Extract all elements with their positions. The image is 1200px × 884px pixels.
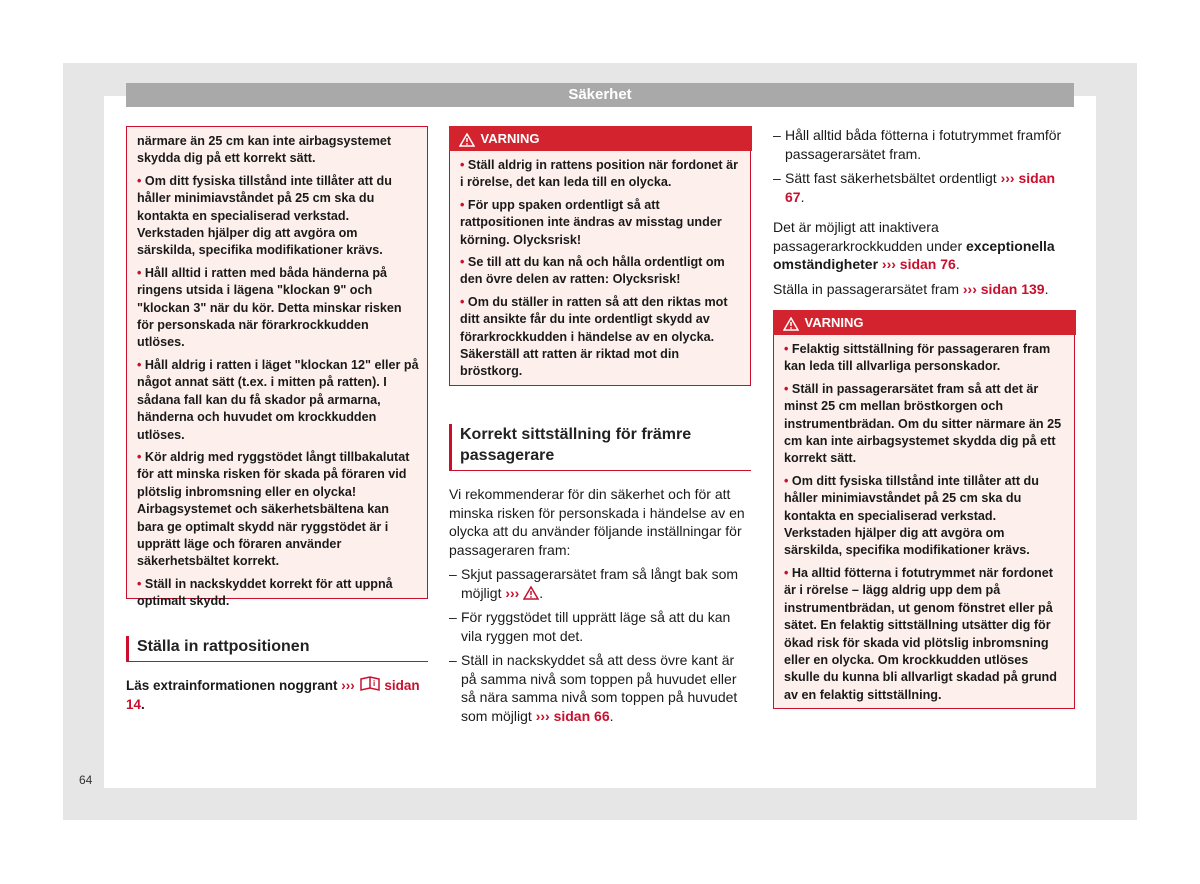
bullet-icon: • <box>784 381 789 396</box>
bullet-icon: • <box>137 576 142 591</box>
bullet-icon: • <box>460 255 465 270</box>
warning-header: VARNING <box>773 310 1076 335</box>
arrow-icon: ››› <box>1000 170 1015 186</box>
warning-item: • Ställ in passagerarsätet fram så att det är minst 25 cm mellan bröstkorgen och instrumentbrädan. Om du sitter närmare än 25 cm kan inte airbagsystemet skydda dig på ett korrekt sätt. <box>784 381 1062 466</box>
bullet-icon: • <box>137 449 142 464</box>
arrow-icon: ››› <box>535 707 550 724</box>
warning-box <box>449 126 751 386</box>
bullet-icon: • <box>784 342 789 356</box>
column-2 <box>449 126 751 731</box>
body-paragraph: Det är möjligt att inaktivera passagerarkrockkudden under exceptionella omständigheter ››› sidan 76. <box>773 219 1055 272</box>
warning-triangle-icon <box>783 317 799 331</box>
svg-text:i: i <box>372 679 375 688</box>
intro-paragraph: Vi rekommenderar för din säkerhet och för att minska risken för personskada i händelse av en olycka att du använder följande inställningar för passageraren fram: <box>449 486 745 558</box>
warning-paragraph: • Ställ in nackskyddet korrekt för att uppnå optimalt skydd. <box>137 576 393 609</box>
bullet-icon: • <box>460 197 465 212</box>
page-link[interactable]: sidan 67 <box>785 170 1056 205</box>
bullet-icon: • <box>460 158 465 172</box>
warning-item: • Om du ställer in ratten så att den riktas mot ditt ansikte får du inte ordentligt skydd av förarkrockkudden i händelse av en olycka. Säkerställ att ratten är riktad mot din bröstkorg. <box>460 294 728 379</box>
dash-item: – För ryggstödet till upprätt läge så att du kan vila ryggen mot det. <box>449 608 751 645</box>
warning-item: • Felaktig sittställning för passageraren fram kan leda till allvarliga personskador. <box>784 342 1051 374</box>
warning-item: • Se till att du kan nå och hålla ordentligt om den övre delen av ratten: Olycksrisk! <box>460 255 725 287</box>
page-link[interactable]: sidan 139 <box>980 280 1045 297</box>
warning-item: • Om ditt fysiska tillstånd inte tillåter att du håller minimiavståndet på 25 cm ska du kontakta en specialiserad verkstad. Verkstaden hjälper dig att avgöra om särskilda, specifika modifikationer krävs. <box>784 473 1039 558</box>
warning-paragraph: närmare än 25 cm kan inte airbagsystemet skydda dig på ett korrekt sätt. <box>137 134 392 166</box>
bullet-icon: • <box>137 265 142 280</box>
continued-warning-box <box>126 126 428 609</box>
dash-item: – Ställ in nackskyddet så att dess övre kant är på samma nivå som toppen på huvudet eller så nära samma nivå som toppen på huvudet som möjligt ››› sidan 66. <box>449 651 751 725</box>
page-link[interactable]: sidan 66 <box>553 707 610 724</box>
warning-paragraph: • Håll aldrig i ratten i läget "klockan 12" eller på något annat sätt (t.ex. i mitten på ratten). I sådana fall kan du få skador på armarna, händerna och huvudet om krockkudden utlöses. <box>137 357 419 442</box>
warning-triangle-icon <box>459 133 475 147</box>
section-title-bar: Säkerhet <box>126 83 1074 107</box>
bullet-icon: • <box>784 473 789 488</box>
warning-paragraph: • Kör aldrig med ryggstödet långt tillbakalutat för att minska risken för skada på föraren vid plötslig inbromsning eller en olycka! Airbagsystemet och säkerhetsbältena kan bara ge optimalt skydd när ryggstödet är i upprätt läge och föraren använder säkerhetsbältet korrekt. <box>137 449 410 569</box>
warning-paragraph: • Håll alltid i ratten med båda händerna på ringens utsida i lägena "klockan 9" och "klockan 3" när du kör. Detta minskar risken för personskada när förarkrockkudden utlöses. <box>137 265 402 350</box>
bullet-icon: • <box>137 357 142 372</box>
info-line: Läs extrainformationen noggrant ››› i sidan 14. <box>126 678 420 712</box>
bullet-icon: • <box>460 294 465 309</box>
warning-item: • Ställ aldrig in rattens position när fordonet är i rörelse, det kan leda till en olycka. <box>460 158 739 190</box>
warning-item: • Ha alltid fötterna i fotutrymmet när fordonet är i rörelse – lägg aldrig upp dem på instrumentbrädan, ut genom fönstret eller på sätet. En felaktig sittställning utsätter dig för ökad risk för skada vid plötslig inbromsning eller en olycka. Om krockkudden utlöses skulle du kunna bli allvarligt skadad på grund av en felaktig sittställning. <box>784 565 1057 702</box>
arrow-icon: ››› <box>505 584 520 601</box>
bullet-icon: • <box>784 565 789 580</box>
section-heading: Ställa in rattpositionen <box>126 636 428 662</box>
warning-header: VARNING <box>449 126 752 151</box>
arrow-icon: ››› <box>341 678 355 693</box>
dash-item: – Skjut passagerarsätet fram så långt bak som möjligt ››› . <box>449 565 751 602</box>
body-paragraph: Ställa in passagerarsätet fram ››› sidan 139. <box>773 280 1049 297</box>
column-1 <box>126 126 428 714</box>
bullet-icon: • <box>137 173 142 188</box>
page-link[interactable]: sidan 76 <box>899 256 956 272</box>
warning-triangle-icon <box>523 586 539 600</box>
arrow-icon: ››› <box>962 280 977 297</box>
dash-item: – Håll alltid båda fötterna i fotutrymmet framför passagerarsätet fram. <box>773 126 1075 163</box>
dash-item: – Sätt fast säkerhetsbältet ordentligt ››› sidan 67. <box>773 169 1075 206</box>
warning-item: • För upp spaken ordentligt så att rattpositionen inte ändras av misstag under körning. Olycksrisk! <box>460 197 722 247</box>
info-book-icon <box>359 676 381 692</box>
arrow-icon: ››› <box>881 256 896 272</box>
warning-body <box>450 151 750 387</box>
warning-paragraph: • Om ditt fysiska tillstånd inte tillåter att du håller minimiavståndet på 25 cm ska du kontakta en specialiserad verkstad. Verkstaden hjälper dig att avgöra om särskilda, specifika modifikationer krävs. <box>137 173 392 258</box>
column-3 <box>773 126 1075 709</box>
section-heading: Korrekt sittställning för främre passagerare <box>449 424 751 471</box>
page-link[interactable]: sidan 14 <box>126 678 420 712</box>
warning-body <box>774 335 1074 710</box>
page-number: 64 <box>79 773 93 787</box>
warning-box <box>773 310 1075 709</box>
